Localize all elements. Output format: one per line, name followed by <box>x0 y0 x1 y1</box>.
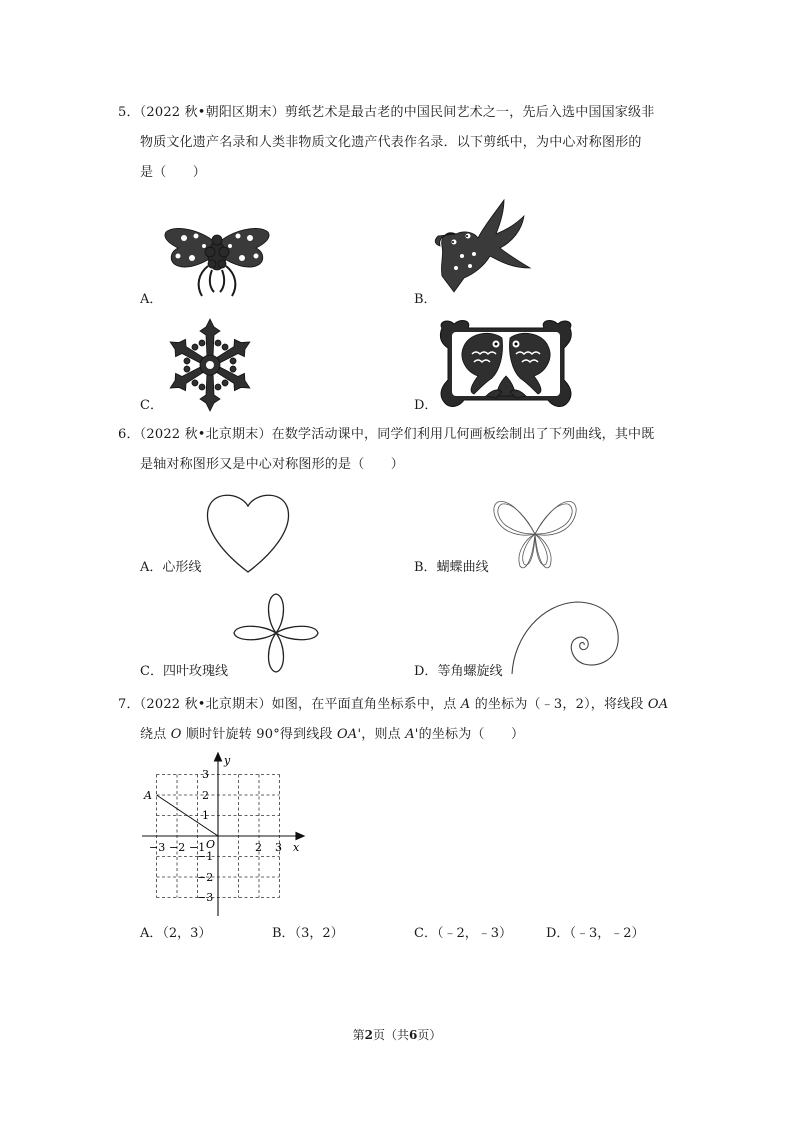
q6-option-d-text: 等角螺旋线 <box>437 664 503 679</box>
q7-line1-part-b: 的坐标为（﹣3，2），将线段 <box>470 697 648 712</box>
coordinate-plane-figure <box>138 750 310 920</box>
y-axis-label: y <box>224 754 231 767</box>
twin-fish-papercut-image <box>438 318 574 410</box>
footer-total-pages: 6 <box>409 1028 418 1042</box>
q7-point-a-prime-symbol: A' <box>405 727 419 742</box>
q6-option-c-label: C． <box>140 664 163 679</box>
butterfly-curve-image <box>490 494 580 576</box>
q7-option-d <box>546 926 644 942</box>
q5-option-b-label: B． <box>414 292 437 307</box>
footer-page-number: 2 <box>364 1028 373 1042</box>
origin-label: O <box>206 838 216 851</box>
q6-text-line1: 6．（2022 秋•北京期末）在数学活动课中，同学们利用几何画板绘制出了下列曲线，其中既 <box>118 427 655 442</box>
q7-line1-part-a: 7．（2022 秋•北京期末）如图，在平面直角坐标系中，点 <box>118 697 461 712</box>
q7-option-d-text: （﹣3，﹣2） <box>569 926 645 941</box>
q7-option-c <box>414 926 512 942</box>
q6-option-c-text: 四叶玫瑰线 <box>162 664 228 679</box>
equiangular-spiral-image <box>506 596 624 676</box>
q6-option-b-text: 蝴蝶曲线 <box>436 560 489 575</box>
q7-option-a-text: （2，3） <box>162 926 212 941</box>
y-tick-3: 3 <box>202 768 209 781</box>
x-tick-2: 2 <box>255 841 262 854</box>
snowflake-papercut-image <box>162 318 258 412</box>
swallows-papercut-image <box>434 196 534 296</box>
q6-option-d <box>414 664 502 680</box>
q7-segment-oa: OA <box>647 697 669 712</box>
q7-option-b-label: B． <box>272 926 295 941</box>
q5-text-line1: 5．（2022 秋•朝阳区期末）剪纸艺术是最古老的中国民间艺术之一，先后入选中国国家级非 <box>118 105 655 120</box>
q7-option-a-label: A． <box>140 926 163 941</box>
q7-option-d-label: D． <box>546 926 570 941</box>
x-tick-3: 3 <box>275 841 282 854</box>
x-tick-neg1: −1 <box>189 841 206 854</box>
butterfly-papercut-image <box>162 222 272 304</box>
q6-text-line2: 是轴对称图形又是中心对称图形的是（ ） <box>140 457 405 472</box>
q5-option-c-label: C． <box>140 398 163 413</box>
q7-point-o-symbol: O <box>170 727 182 742</box>
q7-line2-part-d: 的坐标为（ ） <box>418 727 525 742</box>
q7-option-b-text: （3，2） <box>294 926 344 941</box>
q7-line2-part-c: ，则点 <box>361 727 406 742</box>
q7-text-line1 <box>118 696 668 714</box>
q5-text-line3: 是（ ） <box>140 165 207 180</box>
four-leaf-rose-image <box>230 590 322 676</box>
x-axis-label: x <box>293 841 300 854</box>
q7-text-line2 <box>140 726 524 744</box>
q7-option-a <box>140 926 211 942</box>
q6-option-a-text: 心形线 <box>162 560 202 575</box>
q6-option-a-label: A． <box>140 560 163 575</box>
point-a-label: A <box>144 789 152 802</box>
q7-point-a-symbol: A <box>460 697 471 712</box>
q6-option-c <box>140 664 228 680</box>
q7-option-b <box>272 926 344 942</box>
q7-segment-oa-prime: OA' <box>337 727 362 742</box>
page-footer <box>0 1026 794 1043</box>
y-tick-neg3: −3 <box>197 891 214 904</box>
q7-line2-part-b: 顺时针旋转 90°得到线段 <box>181 727 338 742</box>
heart-curve-image <box>200 488 296 578</box>
q6-option-d-label: D． <box>414 664 438 679</box>
q7-option-c-label: C． <box>414 926 437 941</box>
q7-option-c-text: （﹣2，﹣3） <box>436 926 512 941</box>
y-tick-2: 2 <box>202 789 209 802</box>
footer-middle: 页（共 <box>372 1028 409 1042</box>
y-tick-neg1: −1 <box>197 850 214 863</box>
q7-line2-part-a: 绕点 <box>140 727 171 742</box>
q5-text-line2: 物质文化遗产名录和人类非物质文化遗产代表作名录．以下剪纸中，为中心对称图形的 <box>140 135 642 150</box>
x-tick-neg3: −3 <box>149 841 166 854</box>
y-tick-neg2: −2 <box>197 871 214 884</box>
x-tick-neg2: −2 <box>169 841 186 854</box>
y-tick-1: 1 <box>202 809 209 822</box>
q5-option-a-label: A． <box>140 292 163 307</box>
q6-option-b-label: B． <box>414 560 437 575</box>
footer-suffix: 页） <box>417 1028 442 1042</box>
footer-prefix: 第 <box>352 1028 365 1042</box>
q6-option-b <box>414 560 489 576</box>
q6-option-a <box>140 560 201 576</box>
q5-option-d-label: D． <box>414 398 438 413</box>
